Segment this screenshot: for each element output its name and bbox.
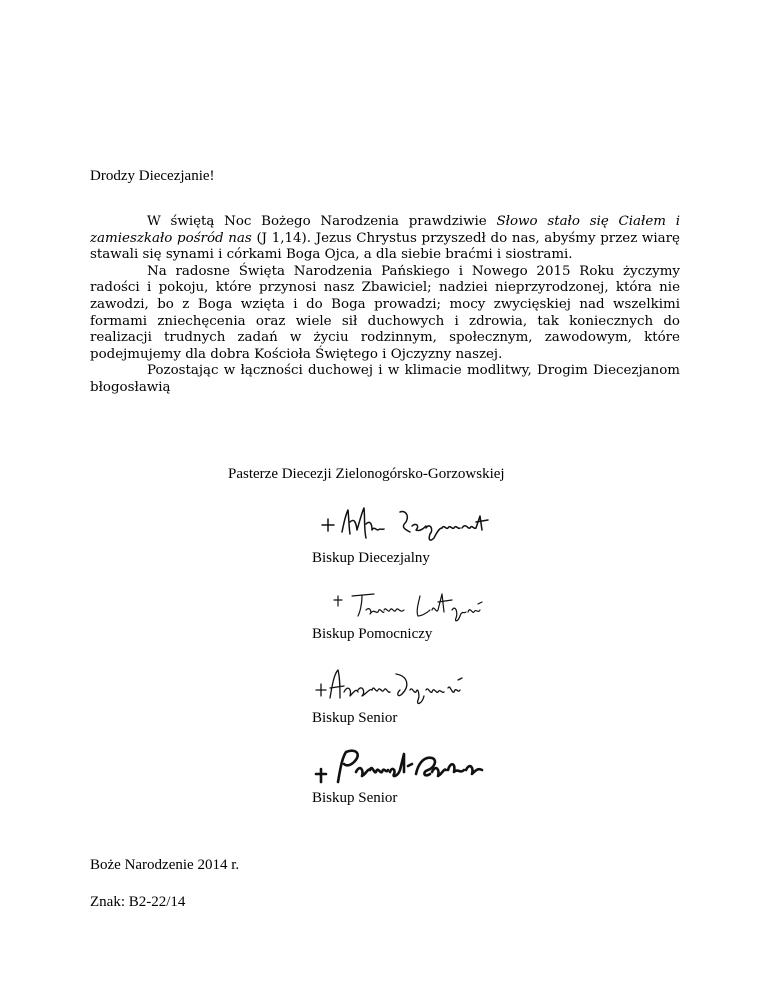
- signature-block-senior-1: [312, 664, 512, 727]
- signature-block-senior-2: [312, 744, 512, 807]
- signature-role: Biskup Diecezjalny: [312, 550, 430, 566]
- signature-role: Biskup Senior: [312, 710, 398, 726]
- greeting: Drodzy Diecezjanie!: [90, 168, 215, 184]
- signatories-heading: Pasterze Diecezji Zielonogórsko-Gorzowskiej: [228, 466, 505, 482]
- signature-litynski: [312, 586, 512, 626]
- paragraph-1-start: W świętą Noc Bożego Narodzenia prawdziwie: [147, 214, 497, 229]
- reference-number: Znak: B2-22/14: [90, 894, 186, 910]
- paragraph-2: Na radosne Święta Narodzenia Pańskiego i Nowego 2015 Roku życzymy radości i pokoju, które przynosi nasz Zbawiciel; nadziei nieprzyrodzonej, która nie zawodzi, bo z Boga wzięta i do Boga prowadzi; mocy zwycięskiej nad wszelkimi formami zniechęcenia oraz wiele sił duchowych i zdrowia, tak koniecznych do realizacji trudnych zadań w życiu rodzinnym, społecznym, zawodowym, które podejmujemy dla dobra Kościoła Świętego i Ojczyzny naszej.: [90, 263, 680, 362]
- signature-block-diocesan: [312, 500, 512, 567]
- scripture-quote: Słowo stało się Ciałem i zamieszkało pośród nas: [90, 214, 680, 246]
- paragraph-1-end: (J 1,14). Jezus Chrystus przyszedł do nas, abyśmy przez wiarę stawali się synami i córkami Boga Ojca, a dla siebie braćmi i siostrami.: [90, 230, 680, 263]
- signature-socha: [312, 744, 512, 790]
- signature-role: Biskup Senior: [312, 790, 398, 806]
- paragraph-3: Pozostając w łączności duchowej i w klimacie modlitwy, Drogim Diecezjanom błogosławią: [90, 363, 680, 395]
- letter-date: Boże Narodzenie 2014 r.: [90, 857, 240, 873]
- signature-regmunt: [312, 500, 512, 550]
- letter-body: [90, 214, 680, 397]
- signature-dyczkowski: [312, 664, 512, 710]
- signature-block-auxiliary: [312, 586, 512, 643]
- signature-role: Biskup Pomocniczy: [312, 626, 433, 642]
- paragraph-1: [90, 214, 680, 264]
